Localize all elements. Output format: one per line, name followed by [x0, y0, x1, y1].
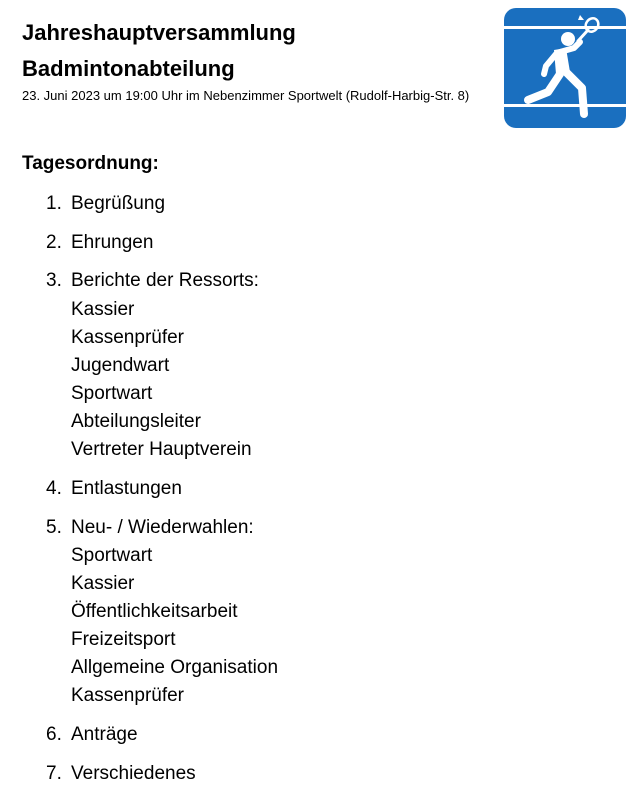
agenda-item-label: Anträge — [71, 724, 138, 745]
agenda-subitem: Öffentlichkeitsarbeit — [71, 601, 238, 622]
agenda-item-label: Verschiedenes — [71, 763, 196, 784]
document-title-line-1: Jahreshauptversammlung — [22, 20, 296, 45]
agenda-subitem: Kassier — [71, 573, 135, 594]
agenda-subitem: Freizeitsport — [71, 629, 176, 650]
agenda-item-label: Neu- / Wiederwahlen: — [71, 517, 254, 538]
agenda-item-number: 2. — [46, 232, 62, 253]
agenda-item-number: 5. — [46, 517, 62, 538]
agenda-subitem: Kassenprüfer — [71, 327, 185, 348]
agenda-item-number: 7. — [46, 763, 62, 784]
agenda-item-label: Berichte der Ressorts: — [71, 270, 259, 291]
badminton-player-icon — [504, 8, 626, 128]
agenda-item-number: 6. — [46, 724, 62, 745]
agenda-heading: Tagesordnung: — [22, 153, 159, 174]
agenda-item-label: Begrüßung — [71, 193, 166, 214]
agenda-subitem: Allgemeine Organisation — [71, 657, 279, 678]
agenda-subitem: Vertreter Hauptverein — [71, 439, 252, 460]
agenda-item-label: Ehrungen — [71, 232, 154, 253]
agenda-subitem: Kassier — [71, 299, 135, 320]
agenda-item-label: Entlastungen — [71, 478, 182, 499]
document-title-line-2: Badmintonabteilung — [22, 56, 235, 81]
meeting-date-location: 23. Juni 2023 um 19:00 Uhr im Nebenzimmer Sportwelt (Rudolf-Harbig-Str. 8) — [22, 88, 470, 103]
agenda-item-number: 4. — [46, 478, 62, 499]
agenda-subitem: Jugendwart — [71, 355, 170, 376]
agenda-subitem: Sportwart — [71, 545, 153, 566]
agenda-subitem: Abteilungsleiter — [71, 411, 201, 432]
agenda-subitem: Sportwart — [71, 383, 153, 404]
agenda-subitem: Kassenprüfer — [71, 685, 185, 706]
agenda-item-number: 3. — [46, 270, 62, 291]
agenda-item-number: 1. — [46, 193, 62, 214]
